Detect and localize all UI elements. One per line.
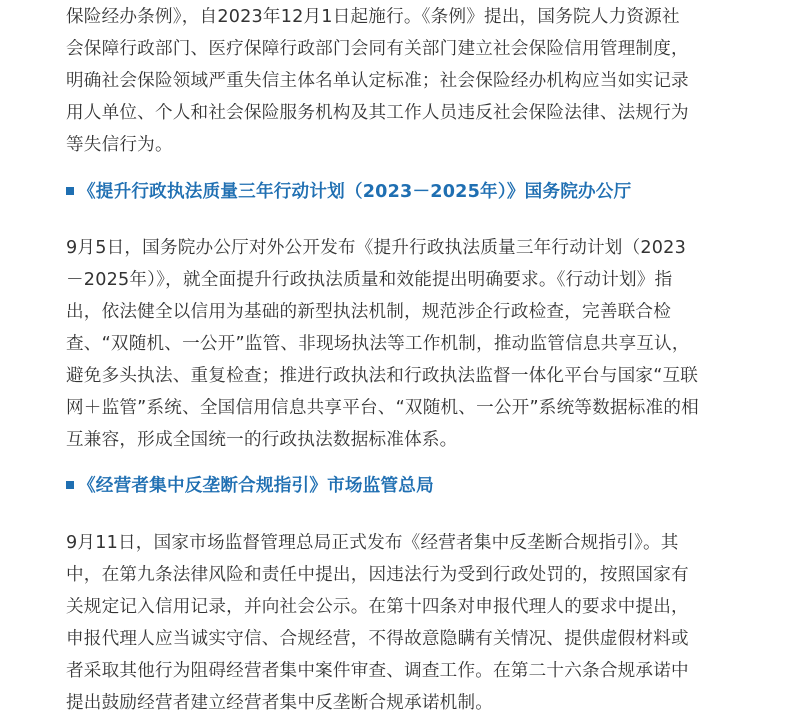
paragraph-antitrust-guide [66,527,689,719]
text-line: 用人单位、个人和社会保险服务机构及其工作人员违反社会保险法律、法规行为 [66,103,689,123]
text-line: 等失信行为。 [66,135,173,155]
text-line: －2025年）》，就全面提升行政执法质量和效能提出明确要求。《行动计划》指 [66,270,673,290]
text-line: 者采取其他行为阻碍经营者集中案件审查、调查工作。在第二十六条合规承诺中 [66,661,689,681]
text-line: 关规定记入信用记录，并向社会公示。在第十四条对申报代理人的要求中提出， [66,597,689,617]
text-line: 9月11日，国家市场监督管理总局正式发布《经营者集中反垄断合规指引》。其 [66,533,679,553]
text-line: 查、“双随机、一公开”监管、非现场执法等工作机制，推动监管信息共享互认， [66,334,690,354]
text-line: 9月5日，国务院办公厅对外公开发布《提升行政执法质量三年行动计划（2023 [66,238,686,258]
text-line: 中，在第九条法律风险和责任中提出，因违法行为受到行政处罚的，按照国家有 [66,565,689,585]
paragraph-enforcement-plan [66,232,699,456]
square-bullet-icon [66,187,74,195]
section-heading-enforcement-plan [66,176,631,208]
heading-text: 《提升行政执法质量三年行动计划（2023－2025年）》国务院办公厅 [78,182,632,202]
paragraph-social-insurance [66,1,689,161]
text-line: 保险经办条例》，自2023年12月1日起施行。《条例》提出，国务院人力资源社 [66,7,680,27]
text-line: 网＋监管”系统、全国信用信息共享平台、“双随机、一公开”系统等数据标准的相 [66,398,699,418]
text-line: 避免多头执法、重复检查；推进行政执法和行政执法监督一体化平台与国家“互联 [66,366,699,386]
text-line: 出，依法健全以信用为基础的新型执法机制，规范涉企行政检查，完善联合检 [66,302,671,322]
heading-text: 《经营者集中反垄断合规指引》市场监管总局 [78,476,434,496]
section-heading-antitrust-guide [66,470,434,502]
square-bullet-icon [66,481,74,489]
text-line: 提出鼓励经营者建立经营者集中反垄断合规承诺机制。 [66,693,494,713]
text-line: 会保障行政部门、医疗保障行政部门会同有关部门建立社会保险信用管理制度， [66,39,689,59]
text-line: 明确社会保险领域严重失信主体名单认定标准；社会保险经办机构应当如实记录 [66,71,689,91]
text-line: 互兼容，形成全国统一的行政执法数据标准体系。 [66,430,458,450]
text-line: 申报代理人应当诚实守信、合规经营，不得故意隐瞒有关情况、提供虚假材料或 [66,629,689,649]
